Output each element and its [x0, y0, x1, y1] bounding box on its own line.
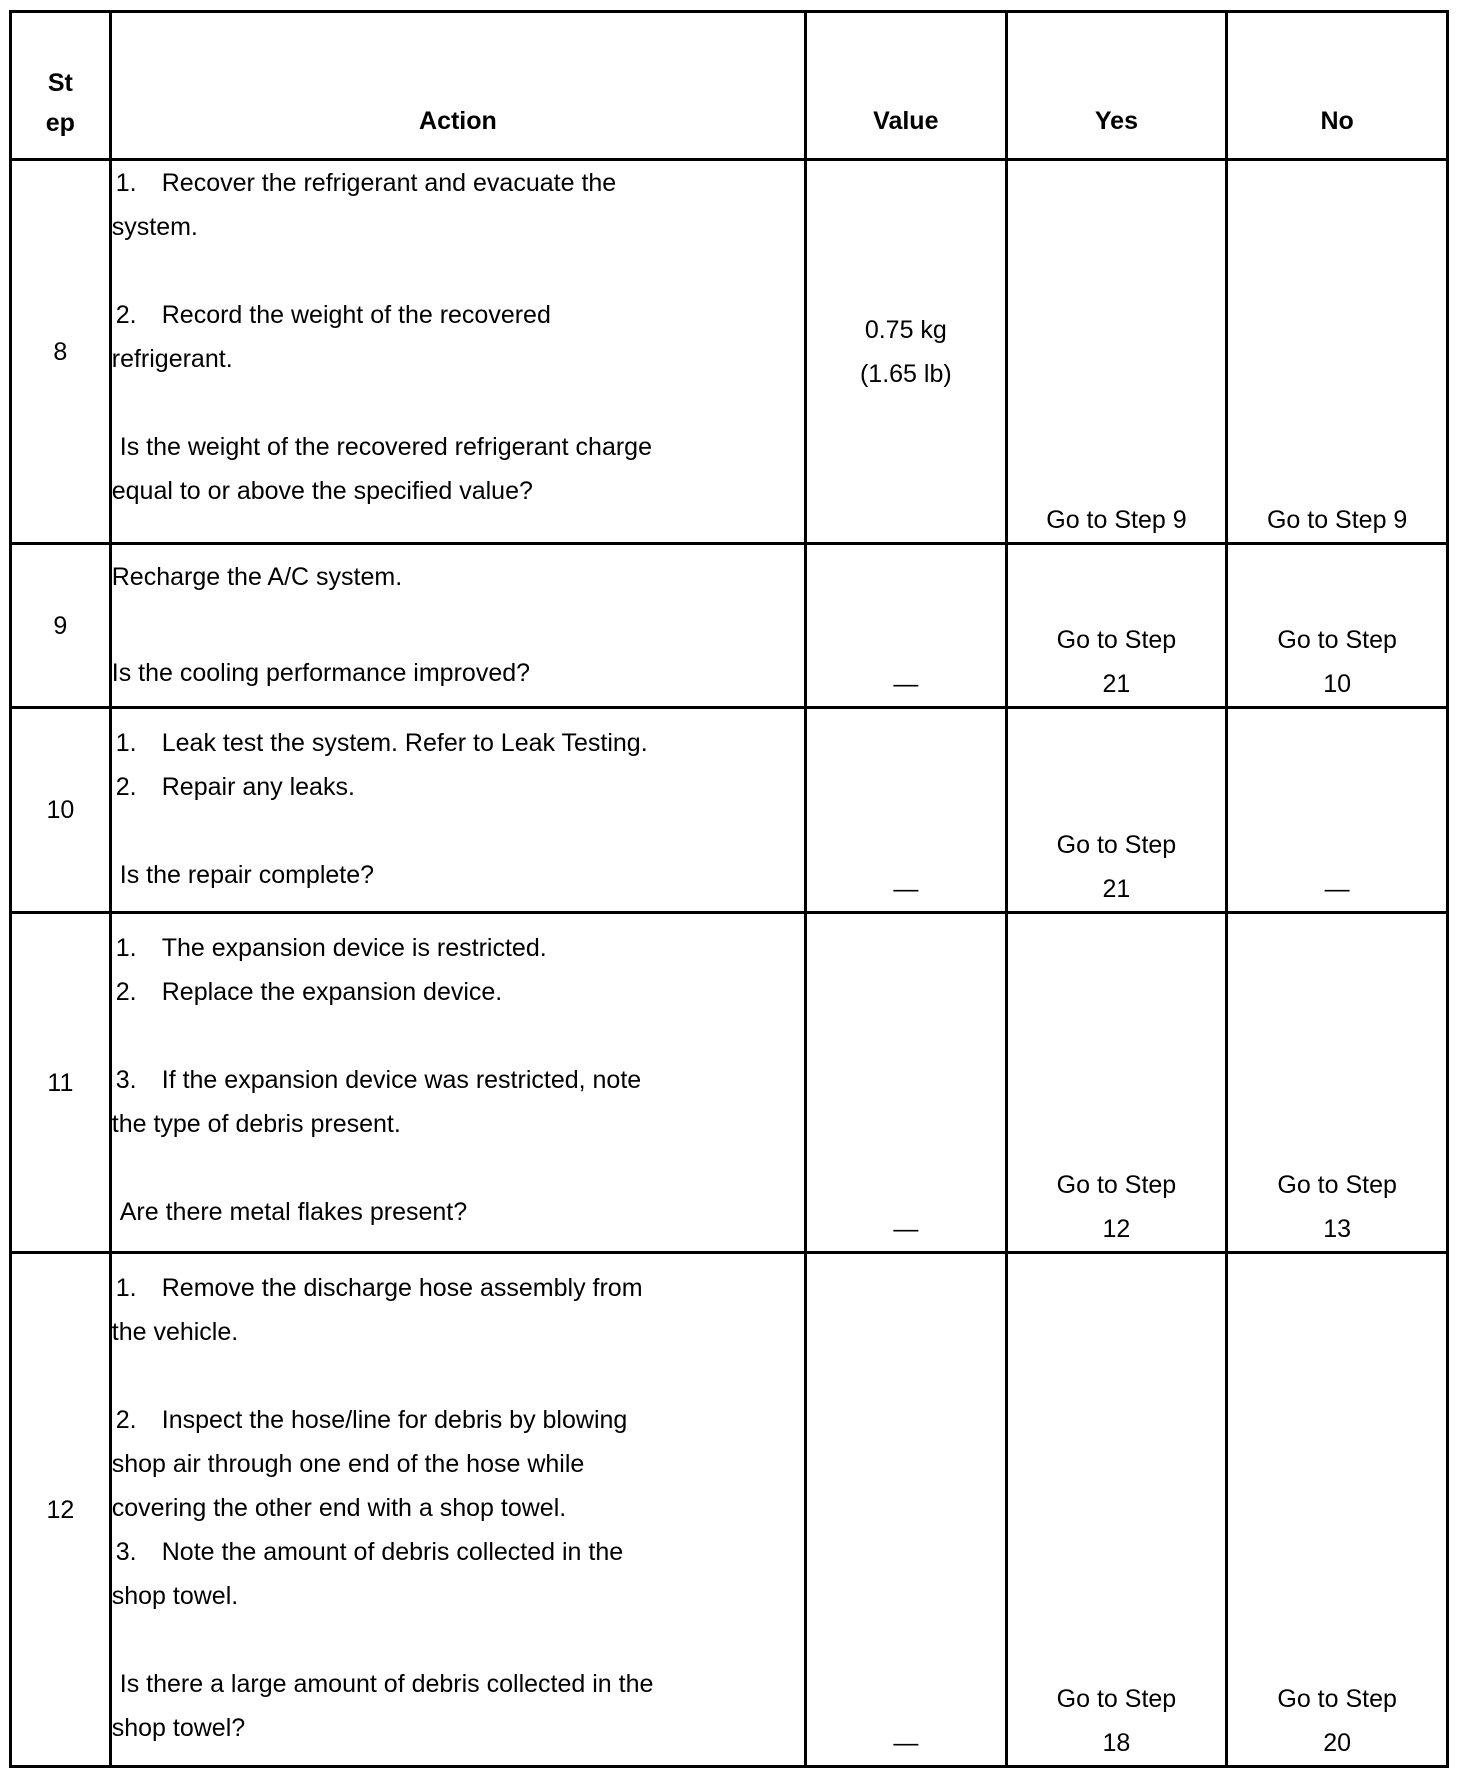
item-number: 3.: [115, 1066, 137, 1094]
no-line: Go to Step: [1277, 1171, 1397, 1199]
item-text: Remove the discharge hose assembly from: [161, 1274, 643, 1302]
value-cell: [806, 160, 1007, 544]
action-cell: [110, 544, 805, 708]
action-cell: [110, 708, 805, 913]
item-number: 1.: [115, 729, 137, 757]
yes-line: 21: [1102, 670, 1131, 698]
action-item: [112, 1398, 804, 1530]
step-number: 8: [11, 160, 111, 544]
step-header-line1: St: [47, 69, 73, 97]
item-text: Note the amount of debris collected in the: [161, 1538, 624, 1566]
action-item: [112, 293, 804, 381]
action-cell: [110, 913, 805, 1253]
step-number: 10: [11, 708, 111, 913]
item-number: 1.: [115, 934, 137, 962]
value-cell: —: [806, 1253, 1007, 1767]
item-number: 3.: [115, 1538, 137, 1566]
yes-line: Go to Step: [1056, 1685, 1177, 1713]
step-column-header: [11, 12, 111, 160]
yes-cell: Go to Step 9: [1006, 160, 1227, 544]
item-text: If the expansion device was restricted, note: [161, 1066, 642, 1094]
action-item: [112, 1266, 804, 1354]
item-number: 2.: [115, 1406, 137, 1434]
action-column-header: Action: [110, 12, 805, 160]
item-text: shop towel.: [111, 1582, 239, 1610]
question-text: Are there metal flakes present?: [119, 1198, 468, 1226]
item-text: refrigerant.: [111, 345, 233, 373]
no-line: 20: [1323, 1729, 1352, 1757]
table-row-step-12: [11, 1253, 1448, 1767]
value-cell: —: [806, 544, 1007, 708]
yes-cell: [1006, 1253, 1227, 1767]
action-item: [112, 1530, 804, 1618]
question-line: shop towel?: [111, 1714, 246, 1742]
action-cell: [110, 160, 805, 544]
step-number: 9: [11, 544, 111, 708]
value-cell: —: [806, 913, 1007, 1253]
table-row-step-10: [11, 708, 1448, 913]
action-item: [112, 721, 804, 765]
question-text: [112, 425, 804, 469]
item-text: The expansion device is restricted.: [161, 934, 547, 962]
table-row-step-11: [11, 913, 1448, 1253]
no-column-header: No: [1227, 12, 1448, 160]
item-number: 1.: [115, 1274, 137, 1302]
step-header-line2: ep: [45, 109, 75, 137]
step-number: 11: [11, 913, 111, 1253]
action-item: [112, 926, 804, 970]
yes-line: Go to Step: [1056, 831, 1177, 859]
action-item: [112, 765, 804, 809]
header-row: [11, 12, 1448, 160]
table-row-step-8: [11, 160, 1448, 544]
yes-line: 12: [1102, 1215, 1131, 1243]
item-text: system.: [111, 213, 198, 241]
no-cell: [1227, 544, 1448, 708]
yes-line: Go to Step: [1056, 1171, 1177, 1199]
question-line: equal to or above the specified value?: [111, 477, 533, 505]
action-cell: [110, 1253, 805, 1767]
question-text: Is the cooling performance improved?: [111, 659, 531, 687]
item-text: Recover the refrigerant and evacuate the: [161, 169, 617, 197]
no-line: Go to Step: [1277, 1685, 1397, 1713]
yes-cell: [1006, 913, 1227, 1253]
question-text: Is the repair complete?: [119, 861, 375, 889]
table-row-step-9: [11, 544, 1448, 708]
no-cell: Go to Step 9: [1227, 160, 1448, 544]
item-number: 2.: [115, 978, 137, 1006]
item-number: 1.: [115, 169, 137, 197]
value-cell: —: [806, 708, 1007, 913]
item-number: 2.: [115, 301, 137, 329]
item-text: Inspect the hose/line for debris by blowing: [161, 1406, 628, 1434]
yes-column-header: Yes: [1006, 12, 1227, 160]
action-text: Recharge the A/C system.: [111, 563, 403, 591]
no-cell: —: [1227, 708, 1448, 913]
item-text: shop air through one end of the hose while: [111, 1450, 585, 1478]
no-line: Go to Step: [1277, 626, 1397, 654]
item-text: Leak test the system. Refer to Leak Testing.: [161, 729, 648, 757]
item-text: the vehicle.: [111, 1318, 239, 1346]
no-cell: [1227, 913, 1448, 1253]
yes-line: 21: [1102, 875, 1131, 903]
value-line: (1.65 lb): [859, 359, 952, 388]
no-line: 10: [1323, 670, 1352, 698]
no-line: 13: [1323, 1215, 1352, 1243]
action-item: [112, 161, 804, 249]
item-text: Replace the expansion device.: [161, 978, 503, 1006]
value-line: 0.75 kg: [864, 315, 947, 344]
action-item: [112, 1058, 804, 1146]
yes-line: Go to Step: [1056, 626, 1177, 654]
question-line: Is the weight of the recovered refrigerant charge: [119, 433, 652, 461]
item-text: Repair any leaks.: [161, 773, 355, 801]
value-column-header: Value: [806, 12, 1007, 160]
yes-cell: [1006, 544, 1227, 708]
item-text: covering the other end with a shop towel.: [111, 1494, 567, 1522]
item-text: Record the weight of the recovered: [161, 301, 551, 329]
yes-line: 18: [1102, 1729, 1131, 1757]
action-item: [112, 970, 804, 1014]
step-number: 12: [11, 1253, 111, 1767]
no-cell: [1227, 1253, 1448, 1767]
yes-cell: [1006, 708, 1227, 913]
item-number: 2.: [115, 773, 137, 801]
item-text: the type of debris present.: [111, 1110, 401, 1138]
diagnostic-table: [9, 10, 1449, 1768]
question-text: [112, 1662, 804, 1706]
question-line: Is there a large amount of debris collected in the: [119, 1670, 654, 1698]
